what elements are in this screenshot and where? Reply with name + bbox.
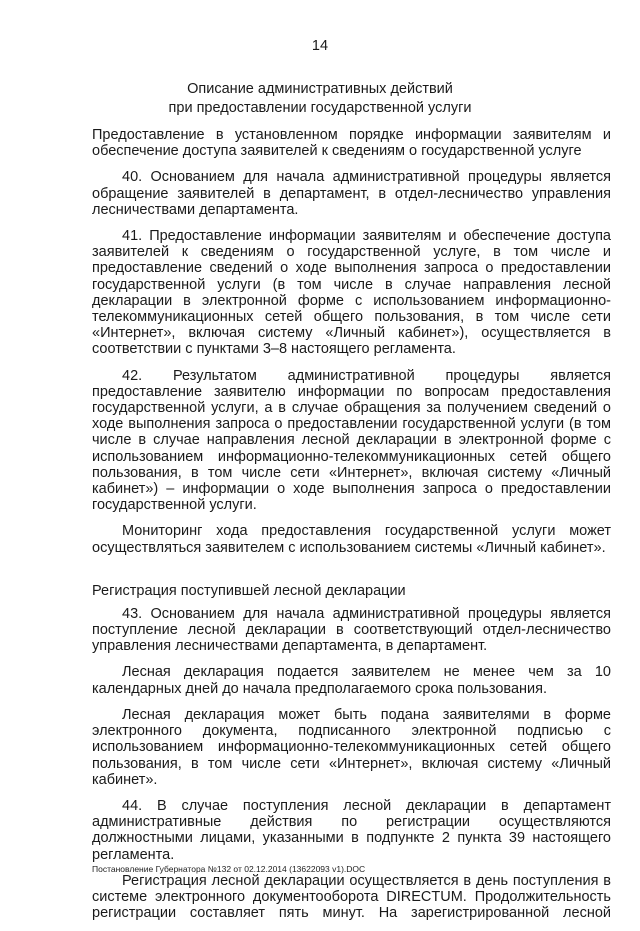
page-title	[0, 80, 640, 118]
paragraph-40: 40. Основанием для начала административной процедуры является обращение заявителей в департамент, в отдел-лесничество управления лесничествами департамента.	[92, 169, 611, 218]
section-title-registration: Регистрация поступившей лесной декларации	[92, 582, 406, 599]
section-title-information: Предоставление в установленном порядке информации заявителям и обеспечение доступа заявителей к сведениям о государственной услуге	[92, 127, 611, 160]
paragraph-44: 44. В случае поступления лесной декларации в департамент административные действия по регистрации осуществляются должностными лицами, указанными в подпункте 2 пункта 39 настоящего регламента.	[92, 797, 611, 863]
title-line-1: Описание административных действий	[187, 81, 453, 97]
paragraph-42: 42. Результатом административной процедуры является предоставление заявителю информации по вопросам предоставления государственной услуги, а в случае обращения за получением сведений о ходе выполнения запроса о предоставлении государственной услуги (в том числе в случае направления лесной декларации в электронной форме с использованием информационно-телекоммуникационных сетей общего пользования, в том числе сети «Интернет», включая систему «Личный кабинет») – информации о ходе выполнения запроса о предоставлении государственной услуги.	[92, 367, 611, 514]
page-number: 14	[311, 38, 329, 54]
paragraph-submission-deadline: Лесная декларация подается заявителем не менее чем за 10 календарных дней до начала предполагаемого срока пользования.	[92, 664, 611, 697]
document-body	[92, 127, 611, 931]
paragraph-registration: Регистрация лесной декларации осуществляется в день поступления в системе электронного документооборота DIRECTUM. Продолжительность регистрации составляет пять минут. На зарегистрированной лесной	[92, 872, 611, 922]
paragraph-electronic-submission: Лесная декларация может быть подана заявителями в форме электронного документа, подписанного электронной подписью с использованием информационно-телекоммуникационных сетей общего пользования, в том числе сети «Интернет», включая систему «Личный кабинет».	[92, 706, 611, 788]
paragraph-monitoring: Мониторинг хода предоставления государственной услуги может осуществляться заявителем с использованием системы «Личный кабинет».	[92, 523, 611, 556]
paragraph-43: 43. Основанием для начала административной процедуры является поступление лесной декларации в соответствующий отдел-лесничество управления лесничествами департамента, в департамент.	[92, 605, 611, 655]
document-footer: Постановление Губернатора №132 от 02.12.2014 (13622093 v1).DOC	[92, 864, 366, 874]
title-line-2: при предоставлении государственной услуги	[168, 100, 472, 116]
paragraph-41: 41. Предоставление информации заявителям и обеспечение доступа заявителей к сведениям о государственной услуге, в том числе и предоставление сведений о ходе выполнения запроса о предоставлении государственной услуги (в том числе в случае направления лесной декларации в электронной форме с использованием информационно-телекоммуникационных сетей общего пользования, в том числе сети «Интернет», включая систему «Личный кабинет»), осуществляется в соответствии с пунктами 3–8 настоящего регламента.	[92, 228, 611, 358]
